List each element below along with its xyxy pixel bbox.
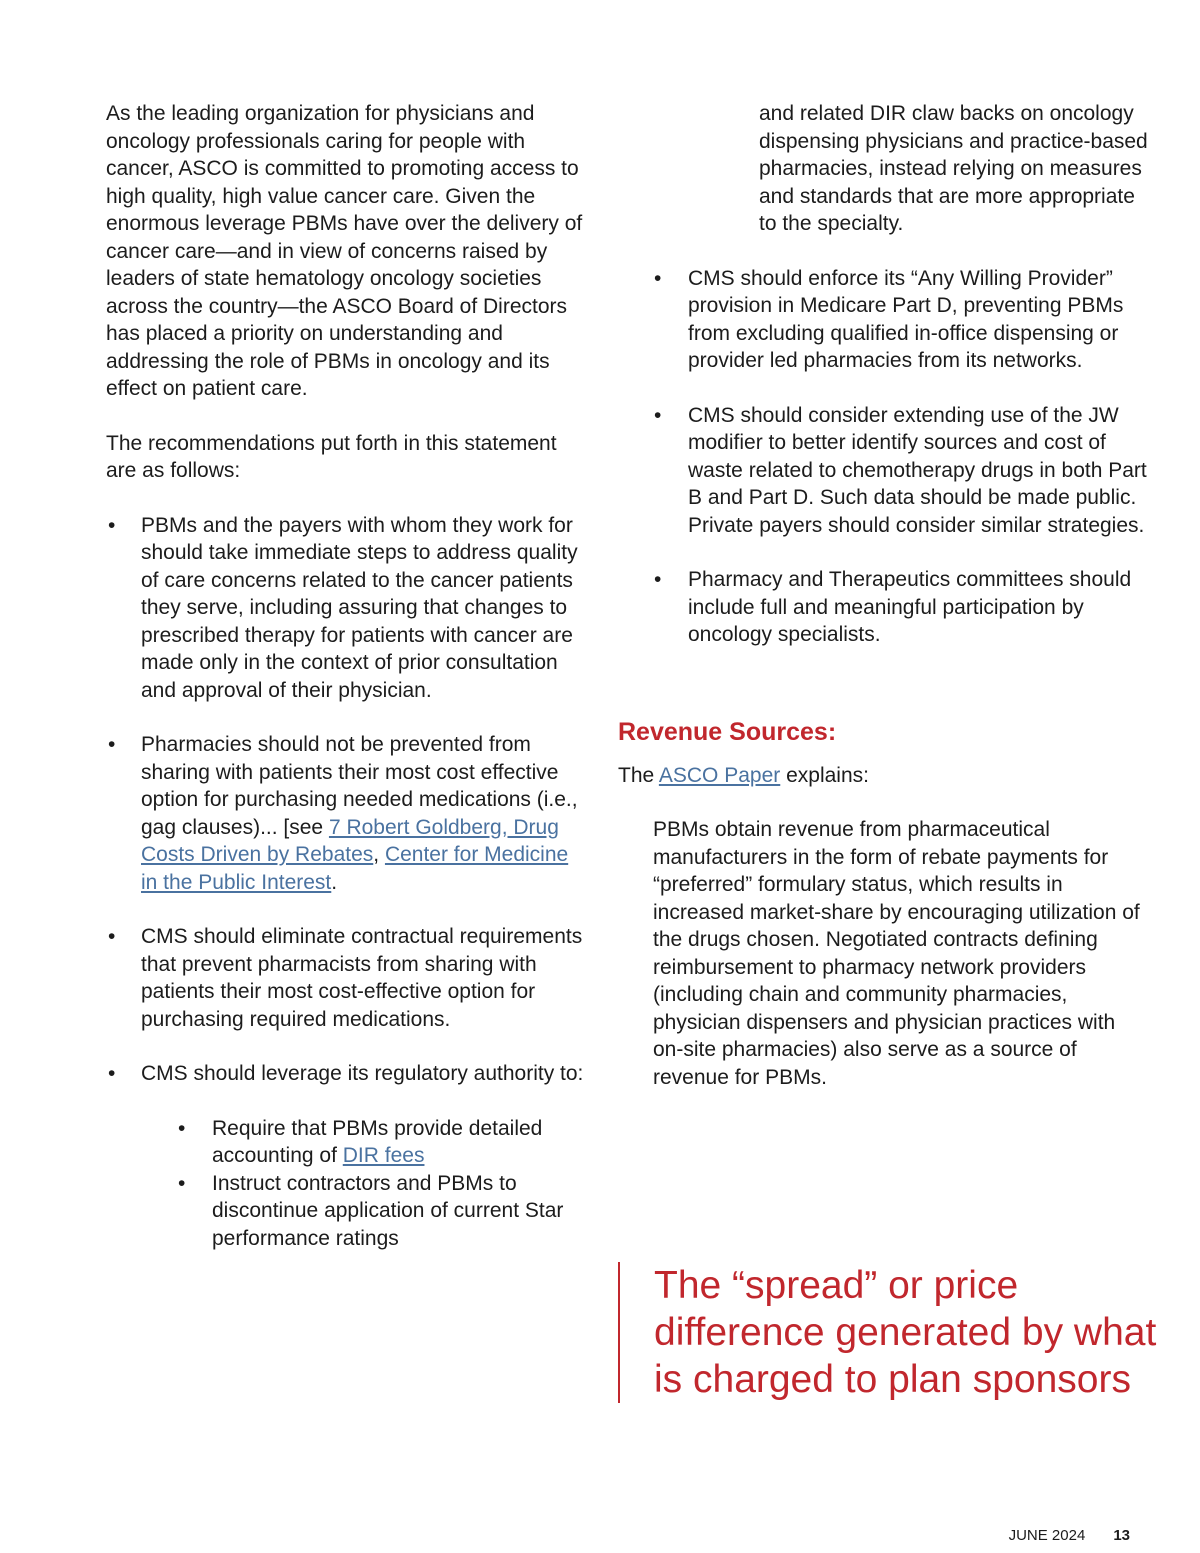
sub-list xyxy=(106,1115,586,1253)
pull-quote: The “spread” or price difference generated by what is charged to plan sponsors xyxy=(618,1262,1174,1403)
asco-paper-link[interactable]: ASCO Paper xyxy=(658,763,781,787)
intro-text: The xyxy=(618,763,659,787)
page-number: 13 xyxy=(1113,1527,1130,1544)
page-footer xyxy=(1009,1527,1130,1544)
recommendations-list-continued xyxy=(618,265,1148,649)
list-item-text: Pharmacies should not be prevented from sharing with patients their most cost effective option for purchasing needed medications (i.e., gag clauses)... [see xyxy=(141,733,578,839)
sub-list-item-text: Require that PBMs provide detailed accounting of xyxy=(212,1116,543,1167)
link-separator: , xyxy=(373,843,385,866)
recommendations-intro: The recommendations put forth in this statement are as follows: xyxy=(106,431,557,482)
list-item: • CMS should leverage its regulatory authority to: xyxy=(106,1060,586,1088)
left-column xyxy=(106,100,586,1252)
list-item: • CMS should consider extending use of the JW modifier to better identify sources and cost of waste related to chemotherapy drugs in both Part B and Part D. Such data should be made public. Private payers should consider similar strategies. xyxy=(618,402,1148,540)
block-quote: PBMs obtain revenue from pharmaceutical manufacturers in the form of rebate payments for “preferred” formulary status, which results in increased market-share by encouraging utilization of the drugs chosen. Negotiated contracts defining reimbursement to pharmacy network providers (including chain and community pharmacies, physician dispensers and physician practices with on-site pharmacies) also serve as a source of revenue for PBMs. xyxy=(653,818,1140,1089)
list-item: • Pharmacy and Therapeutics committees should include full and meaningful participation by oncology specialists. xyxy=(618,566,1148,649)
list-item: • CMS should enforce its “Any Willing Provider” provision in Medicare Part D, preventing PBMs from excluding qualified in-office dispensing or provider led pharmacies from its networks. xyxy=(618,265,1148,375)
recommendations-list xyxy=(106,512,586,1088)
goldberg-link[interactable]: 7 Robert Goldberg, Drug Costs Driven by Rebates xyxy=(141,815,559,866)
right-column xyxy=(618,100,1148,1091)
sub-list-item: • Instruct contractors and PBMs to discontinue application of current Star performance ratings xyxy=(176,1170,586,1253)
list-item xyxy=(106,731,586,896)
list-item: • CMS should eliminate contractual requirements that prevent pharmacists from sharing with patients their most cost-effective option for purchasing required medications. xyxy=(106,923,586,1033)
sub-list-item xyxy=(176,1115,586,1170)
dir-fees-link[interactable]: DIR fees xyxy=(342,1144,425,1167)
footer-date: JUNE 2024 xyxy=(1008,1527,1086,1544)
list-item-end: . xyxy=(331,870,338,894)
section-heading: Revenue Sources: xyxy=(618,717,837,746)
continued-sub-item: and related DIR claw backs on oncology dispensing physicians and practice-based pharmacies, instead relying on measures and standards that are more appropriate to the specialty. xyxy=(759,102,1148,235)
asco-paper-intro xyxy=(618,762,1148,790)
list-item: • PBMs and the payers with whom they work for should take immediate steps to address quality of care concerns related to the cancer patients they serve, including assuring that changes to prescribed therapy for patients with cancer are made only in the context of prior consultation and approval of their physician. xyxy=(106,512,586,705)
intro-text-end: explains: xyxy=(780,763,869,787)
cmpi-link[interactable]: Center for Medicine in the Public Interest xyxy=(141,843,569,894)
intro-paragraph: As the leading organization for physicians and oncology professionals caring for people with cancer, ASCO is committed to promoting access to high quality, high value cancer care. Given the enormous leverage PBMs have over the delivery of cancer care—and in view of concerns raised by leaders of state hematology oncology societies across the country—the ASCO Board of Directors has placed a priority on understanding and addressing the role of PBMs in oncology and its effect on patient care. xyxy=(106,102,583,400)
